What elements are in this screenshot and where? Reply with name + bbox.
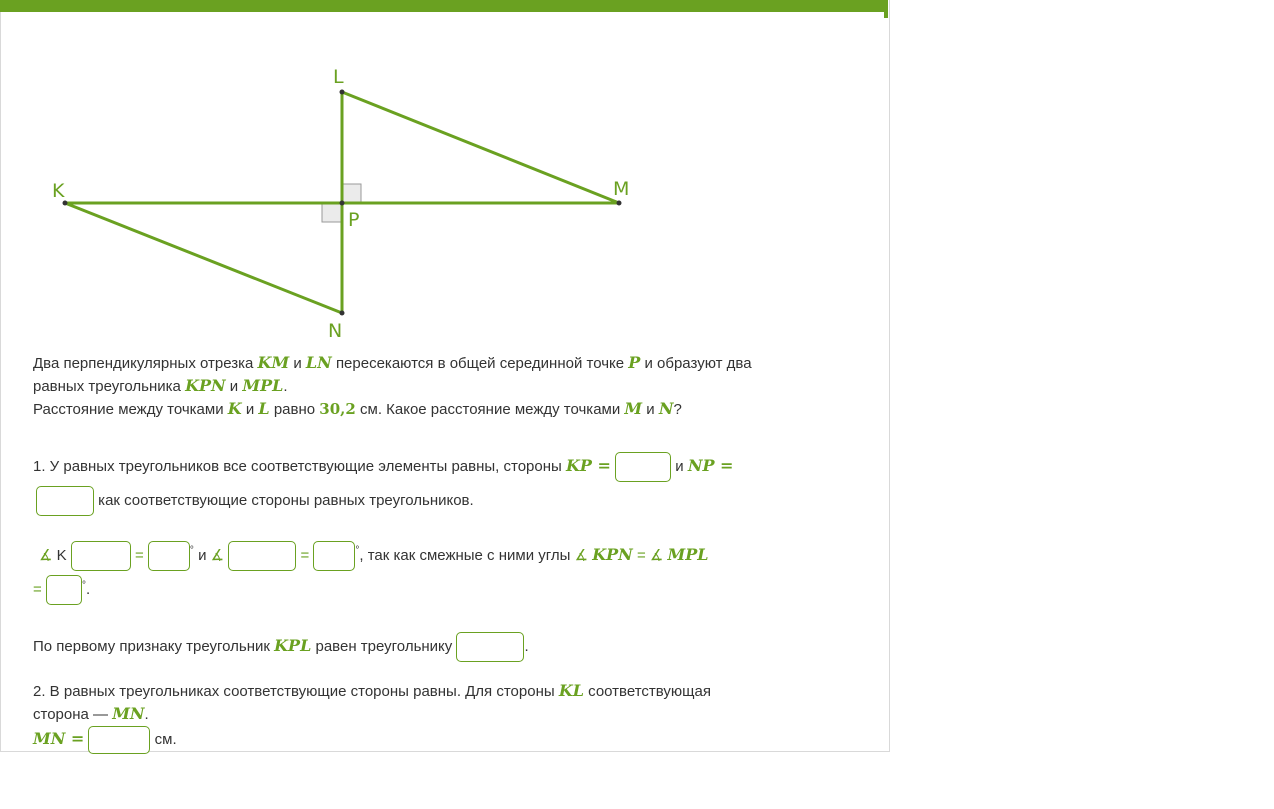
angles-block (33, 538, 863, 607)
math-kpn: KPN (592, 545, 633, 564)
equals-sign: = (300, 547, 310, 564)
equals-sign: = (636, 547, 646, 564)
step2-text: . (144, 706, 149, 723)
angles-text: , так как смежные с ними углы (359, 547, 571, 564)
criterion-text: равен треугольнику (315, 638, 453, 655)
math-kl: KL (558, 681, 584, 700)
equal-triangle-input[interactable] (456, 632, 524, 662)
segment-lm (342, 92, 619, 203)
angle-k-label: K (56, 547, 67, 564)
task-content (33, 352, 863, 754)
angle-k-value-input[interactable] (148, 541, 190, 571)
point-n (340, 311, 345, 316)
step2-block (33, 680, 863, 754)
adjacent-angle-value-input[interactable] (46, 575, 82, 605)
criterion-block (33, 629, 863, 664)
math-mn: MN (112, 704, 145, 723)
statement-text: см. Какое расстояние между точками (360, 401, 621, 418)
statement-text: равно (273, 401, 316, 418)
math-mpl: MPL (667, 545, 709, 564)
point-p (340, 201, 345, 206)
statement-text: . (283, 378, 288, 395)
statement-text: и образуют два (644, 355, 752, 372)
criterion-text: . (524, 638, 529, 655)
angle-icon: ∡ (39, 547, 53, 564)
statement-text: равных треугольника (33, 378, 181, 395)
step2-text: сторона — (33, 706, 109, 723)
label-p: P (348, 209, 360, 231)
point-m (617, 201, 622, 206)
geometry-figure (0, 0, 890, 345)
math-l: L (258, 399, 270, 418)
point-l (340, 90, 345, 95)
second-angle-value-input[interactable] (313, 541, 355, 571)
math-mn-eq: MN = (33, 728, 85, 748)
statement-text: ? (673, 401, 682, 418)
step1-text: как соответствующие стороны равных треугольников. (98, 492, 474, 509)
problem-statement (33, 352, 863, 421)
math-kpl: KPL (274, 636, 312, 655)
label-k: K (52, 180, 65, 202)
statement-text: пересекаются в общей серединной точке (335, 355, 625, 372)
equals-sign: = (33, 581, 42, 598)
right-angle-mark-lower (322, 203, 342, 222)
statement-text: и (245, 401, 255, 418)
angle-icon: ∡ (574, 547, 589, 564)
equals-sign: = (134, 547, 144, 564)
segment-kn (65, 203, 342, 313)
math-kp-eq: KP = (565, 456, 611, 475)
angle-k-name-input[interactable] (71, 541, 131, 571)
right-angle-mark-upper (342, 184, 361, 203)
math-distance: 30,2 (319, 400, 356, 418)
label-l: L (333, 66, 344, 88)
math-np-eq: NP = (687, 456, 734, 475)
unit-label: см. (154, 730, 177, 748)
math-p: P (628, 353, 641, 372)
angle-icon: ∡ (210, 547, 225, 564)
angles-text: . (85, 581, 91, 598)
step1-block (33, 449, 863, 518)
label-m: M (613, 178, 630, 200)
math-m: M (624, 399, 643, 418)
math-kpn: KPN (185, 376, 226, 395)
criterion-text: По первому признаку треугольник (33, 638, 270, 655)
angle-icon: ∡ (649, 547, 664, 564)
statement-text: и (646, 401, 655, 418)
statement-text: Расстояние между точками (33, 401, 224, 418)
np-answer-input[interactable] (36, 486, 94, 516)
angles-text: и (198, 547, 207, 564)
label-n: N (328, 320, 343, 342)
step2-text: 2. В равных треугольниках соответствующие стороны равны. Для стороны (33, 683, 555, 700)
math-mpl: MPL (242, 376, 284, 395)
second-angle-name-input[interactable] (228, 541, 296, 571)
kp-answer-input[interactable] (615, 452, 671, 482)
degree-sign: ° (355, 545, 360, 556)
statement-text: и (229, 378, 239, 395)
math-n: N (658, 399, 674, 418)
math-km: KM (257, 353, 290, 372)
math-ln: LN (305, 353, 332, 372)
math-k: K (227, 399, 242, 418)
mn-answer-input[interactable] (88, 726, 150, 754)
degree-sign: ° (189, 545, 194, 556)
step2-text: соответствующая (588, 683, 711, 700)
statement-text: и (293, 355, 302, 372)
step1-text: 1. У равных треугольников все соответствующие элементы равны, стороны (33, 458, 562, 475)
step1-text: и (675, 458, 684, 475)
degree-sign: ° (81, 580, 86, 591)
statement-text: Два перпендикулярных отрезка (33, 355, 254, 372)
